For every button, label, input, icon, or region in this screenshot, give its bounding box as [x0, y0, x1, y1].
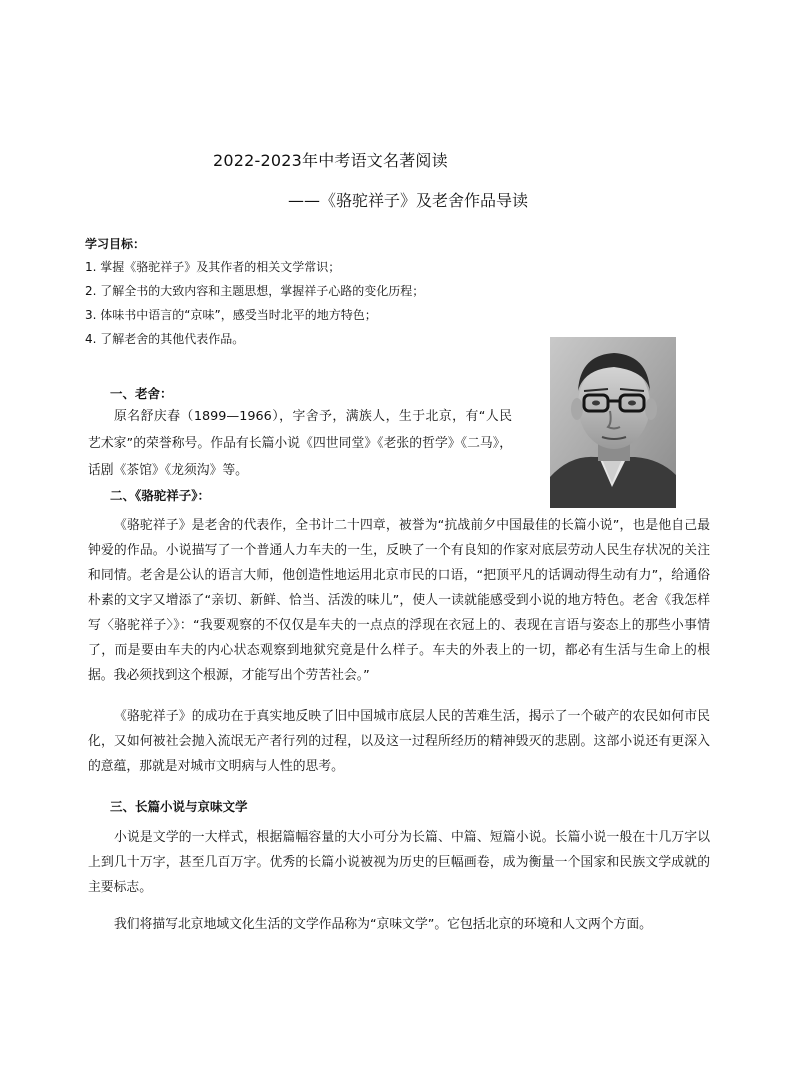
section-heading-novel-and-beijing-literature: 三、长篇小说与京味文学 — [110, 799, 248, 814]
section-heading-camel-xiangzi: 二、《骆驼祥子》： — [110, 488, 211, 503]
learning-goals-heading: 学习目标： — [85, 237, 146, 251]
author-portrait-photo — [550, 337, 676, 508]
learning-goal-2: 2. 了解全书的大致内容和主题思想，掌握祥子心路的变化历程； — [85, 284, 425, 298]
document-title: 2022-2023年中考语文名著阅读 — [213, 151, 448, 170]
learning-goal-3: 3. 体味书中语言的“京味”，感受当时北平的地方特色； — [85, 308, 377, 322]
lao-she-bio-paragraph: 原名舒庆春（1899—1966），字舍予，满族人，生于北京，有“人民艺术家”的荣誉称号。作品有长篇小说《四世同堂》《老张的哲学》《二马》，话剧《茶馆》《龙须沟》等。 — [88, 409, 512, 478]
novel-definition-paragraph: 小说是文学的一大样式，根据篇幅容量的大小可分为长篇、中篇、短篇小说。长篇小说一般在十几万字以上到几十万字，甚至几百万字。优秀的长篇小说被视为历史的巨幅画卷，成为衡量一个国家和民族文学成就的主要标志。 — [88, 830, 710, 895]
section-heading-lao-she: 一、老舍： — [110, 386, 173, 401]
beijing-literature-paragraph: 我们将描写北京地域文化生活的文学作品称为“京味文学”。它包括北京的环境和人文两个方面。 — [114, 917, 652, 932]
camel-xiangzi-paragraph-1: 《骆驼祥子》是老舍的代表作，全书计二十四章，被誉为“抗战前夕中国最佳的长篇小说”，也是他自己最钟爱的作品。小说描写了一个普通人力车夫的一生，反映了一个有良知的作家对底层劳动人民生存状况的关注和同情。老舍是公认的语言大师，他创造性地运用北京市民的口语，“把顶平凡的话调动得生动有力”，给通俗朴素的文字又增添了“亲切、新鲜、恰当、活泼的味儿”，使人一读就能感受到小说的地方特色。老舍《我怎样写〈骆驼祥子〉》：“我要观察的不仅仅是车夫的一点点的浮现在衣冠上的、表现在言语与姿态上的那些小事情了，而是要由车夫的内心状态观察到地狱究竟是什么样子。车夫的外表上的一切，都必有生活与生命上的根据。我必须找到这个根源，才能写出个劳苦社会。” — [88, 518, 710, 683]
learning-goal-1: 1. 掌握《骆驼祥子》及其作者的相关文学常识； — [85, 260, 341, 274]
learning-goal-4: 4. 了解老舍的其他代表作品。 — [85, 332, 245, 346]
camel-xiangzi-paragraph-2: 《骆驼祥子》的成功在于真实地反映了旧中国城市底层人民的苦难生活，揭示了一个破产的农民如何市民化，又如何被社会抛入流氓无产者行列的过程，以及这一过程所经历的精神毁灭的悲剧。这部小说还有更深入的意蕴，那就是对城市文明病与人性的思考。 — [88, 709, 710, 774]
document-subtitle: ——《骆驼祥子》及老舍作品导读 — [288, 191, 529, 210]
